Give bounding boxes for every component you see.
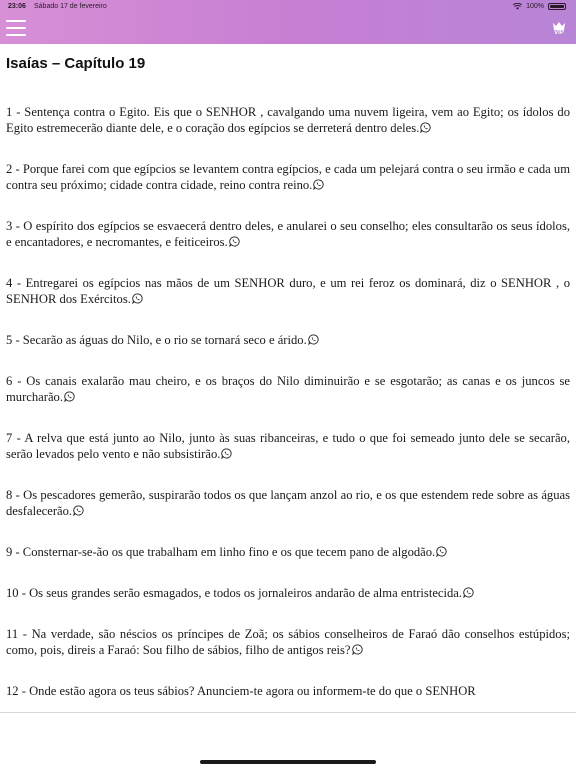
status-time: 23:06 [8,3,26,10]
whatsapp-share-icon[interactable] [221,448,232,459]
whatsapp-share-icon[interactable] [352,644,363,655]
app-bar [0,14,576,44]
verse-text: 2 - Porque farei com que egípcios se levantem contra egípcios, e cada um pelejará contra o seu irmão e cada um contra seu próximo; cidade contra cidade, reino contra reino. [6,162,570,192]
verse-list [6,104,570,724]
verse-item[interactable] [6,161,570,193]
whatsapp-share-icon[interactable] [313,179,324,190]
chapter-title: Isaías – Capítulo 19 [6,55,146,72]
whatsapp-share-icon[interactable] [64,391,75,402]
whatsapp-share-icon[interactable] [308,334,319,345]
verse-item[interactable] [6,683,570,699]
verse-text: 11 - Na verdade, são néscios os príncipes de Zoã; os sábios conselheiros de Faraó dão conselhos estúpidos; como, pois, direis a Faraó: Sou filho de sábios, filho de antigos reis? [6,627,570,657]
whatsapp-share-icon[interactable] [229,236,240,247]
crown-icon [553,22,565,30]
verse-item[interactable] [6,104,570,136]
verse-item[interactable] [6,544,570,560]
home-indicator[interactable] [200,760,376,764]
status-date: Sábado 17 de fevereiro [34,3,107,10]
hamburger-menu-icon[interactable] [6,20,26,38]
wifi-icon [513,3,522,10]
verse-item[interactable] [6,218,570,250]
whatsapp-share-icon[interactable] [73,505,84,516]
verse-item[interactable] [6,332,570,348]
whatsapp-share-icon[interactable] [132,293,143,304]
whatsapp-share-icon[interactable] [420,122,431,133]
verse-item[interactable] [6,430,570,462]
status-right [513,3,566,10]
verse-item[interactable] [6,487,570,519]
whatsapp-share-icon[interactable] [463,587,474,598]
verse-text: 5 - Secarão as águas do Nilo, e o rio se tornará seco e árido. [6,333,307,347]
verse-item[interactable] [6,585,570,601]
vip-crown-icon[interactable] [552,22,566,38]
verse-text: 7 - A relva que está junto ao Nilo, junto às suas ribanceiras, e tudo o que foi semeado junto dele se secarão, serão levados pelo vento e não subsistirão. [6,431,570,461]
verse-text: 1 - Sentença contra o Egito. Eis que o SENHOR , cavalgando uma nuvem ligeira, vem ao Egito; os ídolos do Egito estremecerão diante dele, e o coração dos egípcios se derreterá dentro deles. [6,105,570,135]
verse-text: 3 - O espírito dos egípcios se esvaecerá dentro deles, e anularei o seu conselho; eles consultarão os seus ídolos, e encantadores, e necromantes, e feiticeiros. [6,219,570,249]
verse-text: 9 - Consternar-se-ão os que trabalham em linho fino e os que tecem pano de algodão. [6,545,436,559]
verse-text: 12 - Onde estão agora os teus sábios? Anunciem-te agora ou informem-te do que o SENHOR [6,684,476,698]
verse-text: 4 - Entregarei os egípcios nas mãos de um SENHOR duro, e um rei feroz os dominará, diz o SENHOR , o SENHOR dos Exércitos. [6,276,570,306]
verse-item[interactable] [6,373,570,405]
verse-text: 10 - Os seus grandes serão esmagados, e todos os jornaleiros andarão de alma entristecida. [6,586,463,600]
verse-text: 8 - Os pescadores gemerão, suspirarão todos os que lançam anzol ao rio, e os que estendem rede sobre as águas desfalecerão. [6,488,570,518]
verse-text: 6 - Os canais exalarão mau cheiro, e os braços do Nilo diminuirão e se esgotarão; as canas e os juncos se murcharão. [6,374,570,404]
battery-percent: 100% [526,3,544,10]
whatsapp-share-icon[interactable] [436,546,447,557]
battery-icon [548,3,566,10]
status-bar [0,0,576,14]
verse-item[interactable] [6,626,570,658]
vip-label: VIP [554,30,564,36]
verse-item[interactable] [6,275,570,307]
